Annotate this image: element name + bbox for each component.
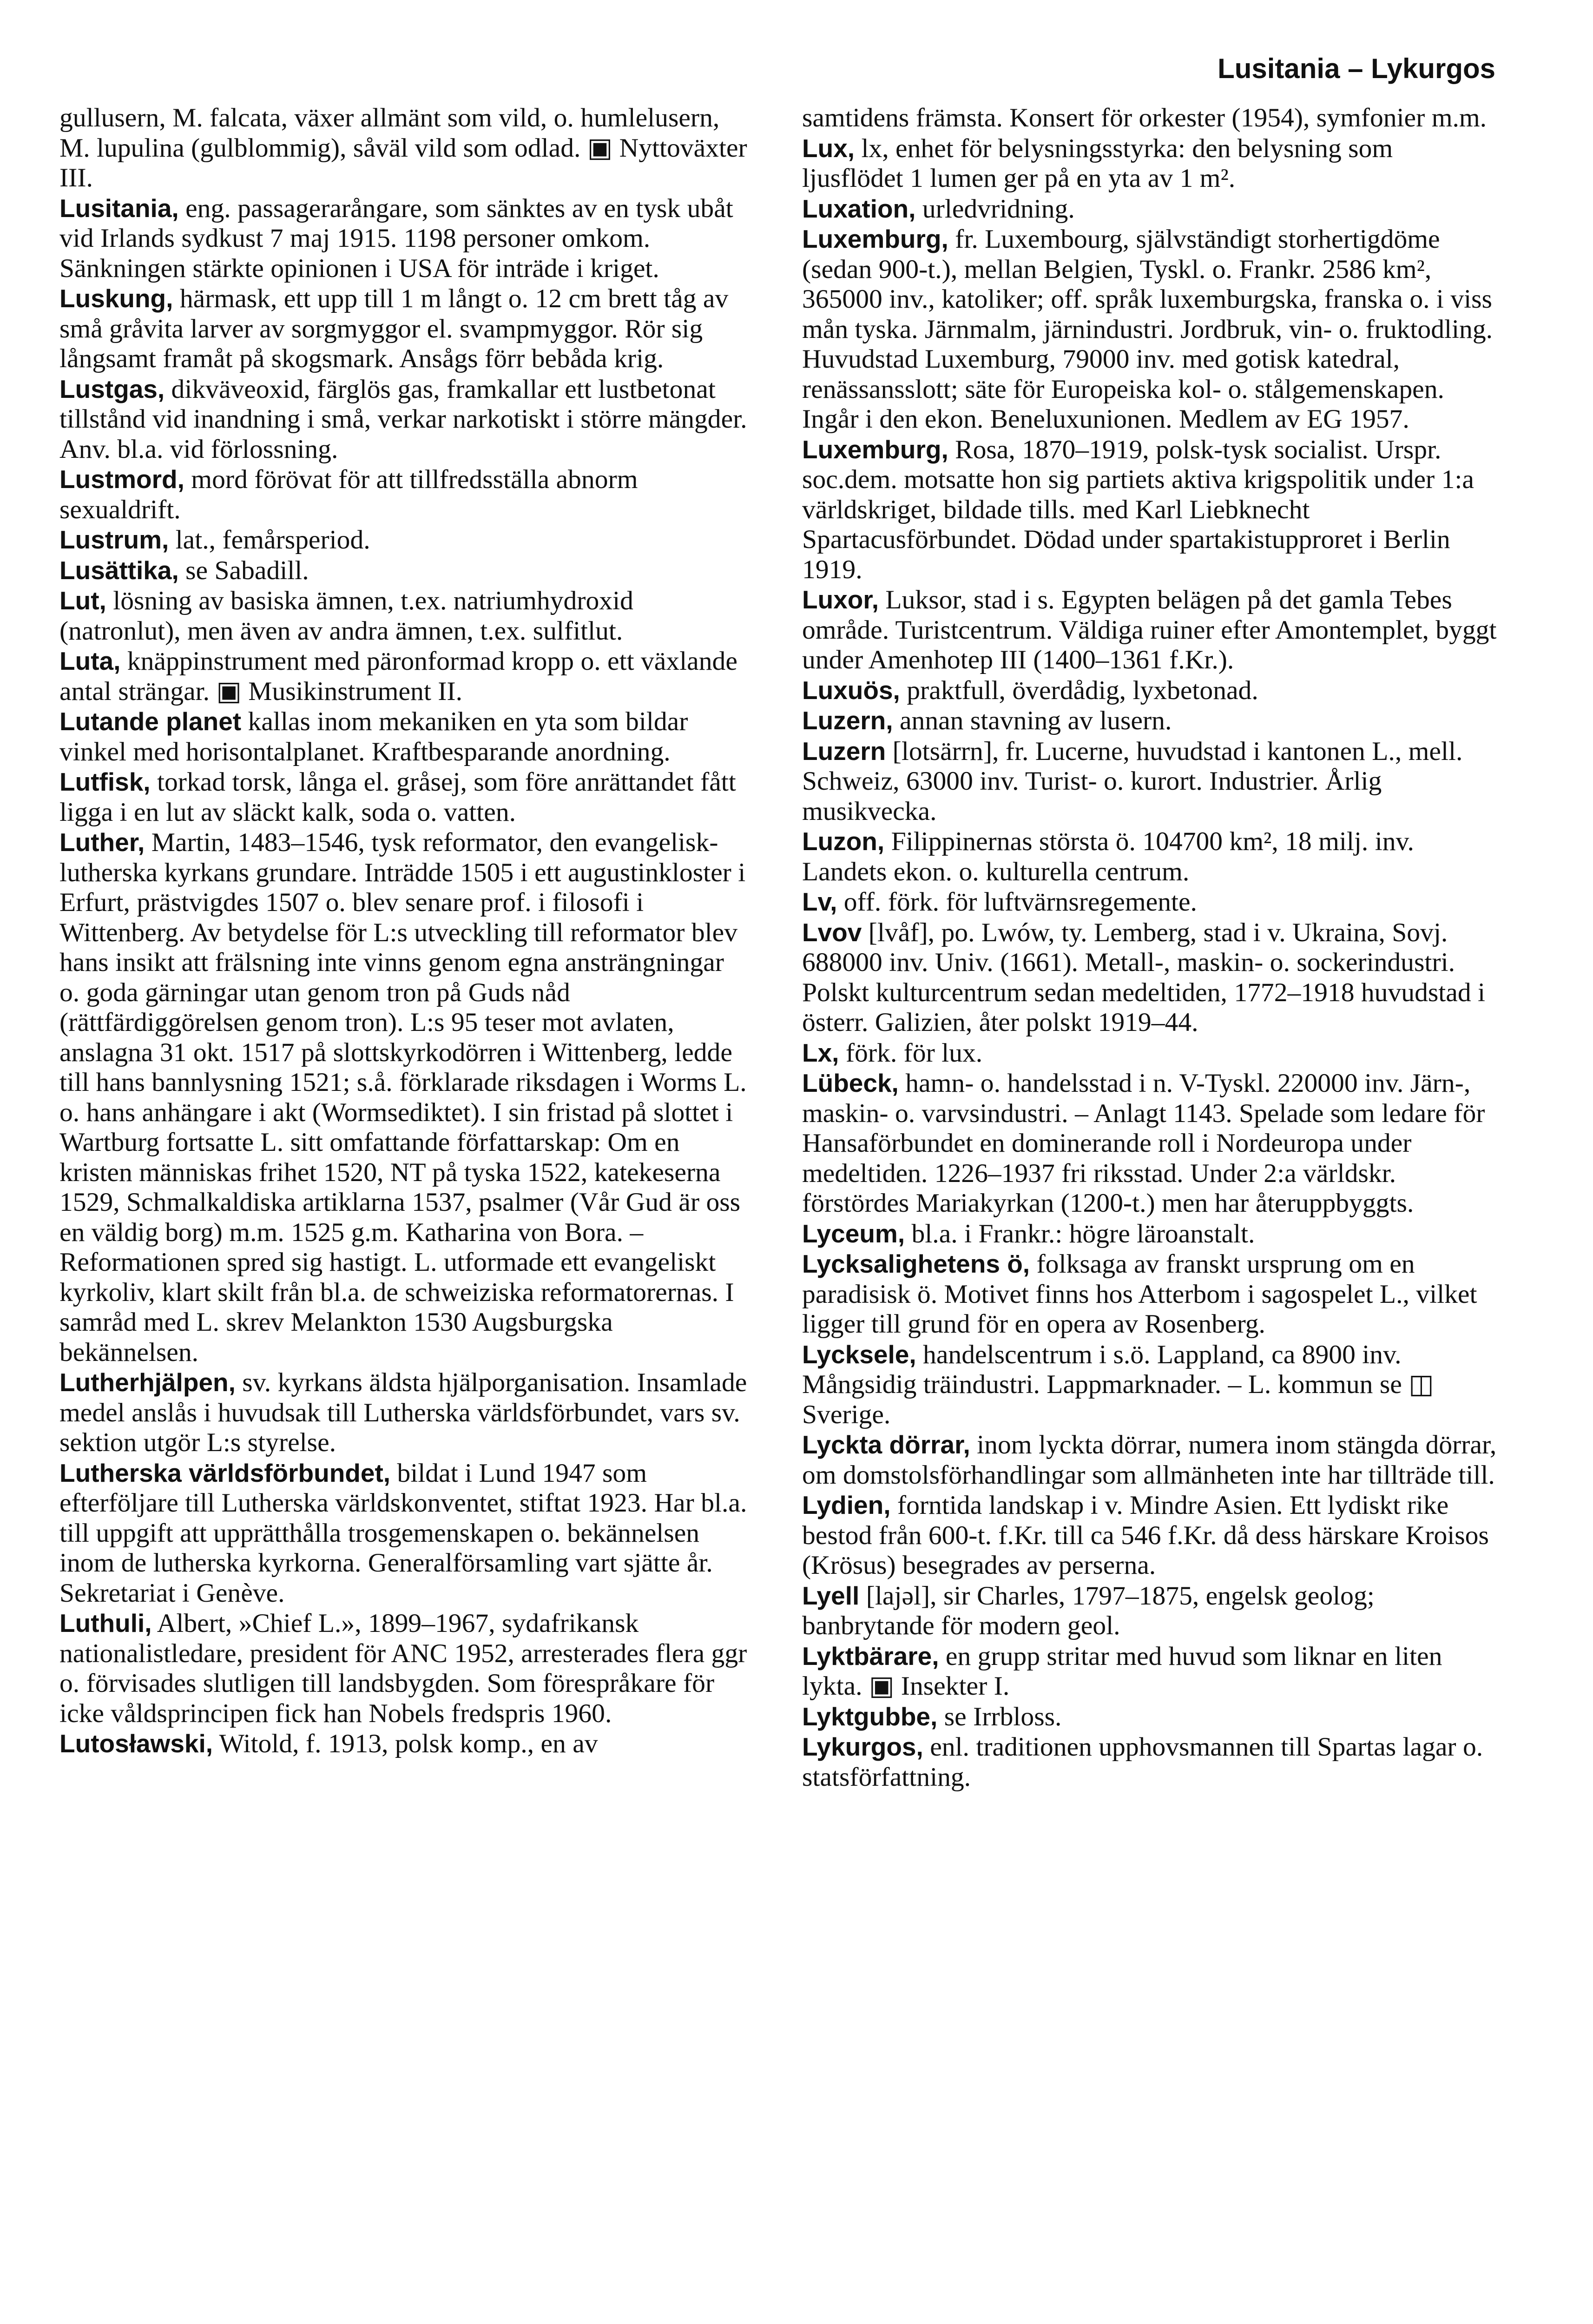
entry-headword: Luxuös, <box>802 675 900 705</box>
entry-text: sv. kyrkans äldsta hjälporganisation. Insamlade medel anslås i huvudsak till Lutherska världsförbundet, vars sv. sektion utgör L:s styrelse. <box>59 1368 747 1457</box>
entry-headword: Lusitania, <box>59 193 179 223</box>
entry-headword: Lutfisk, <box>59 767 151 796</box>
entry-text: annan stavning av lusern. <box>893 706 1172 735</box>
entry-text: se Irrbloss. <box>937 1702 1062 1731</box>
entry-text: se Sabadill. <box>178 555 309 585</box>
dictionary-entry <box>802 224 1499 435</box>
dictionary-entry <box>802 1732 1499 1792</box>
entry-headword: Lut, <box>59 586 106 615</box>
dictionary-entry <box>59 464 747 525</box>
entry-text: bildat i Lund 1947 som efterföljare till Lutherska världskonventet, stiftat 1923. Har bl.a. till uppgift att upprätthålla trosgemenskapen o. bekännelsen inom de lutherska kyrkorna. Generalförsamling vart sjätte år. Sekretariat i Genève. <box>59 1458 747 1608</box>
entry-headword: Luxation, <box>802 194 916 223</box>
dictionary-entry <box>59 103 747 193</box>
dictionary-entry <box>59 1367 747 1458</box>
entry-headword: Lyceum, <box>802 1219 905 1248</box>
entry-headword: Lutherska världsförbundet, <box>59 1458 391 1487</box>
dictionary-entry <box>802 1702 1499 1732</box>
entry-text: inom lyckta dörrar, numera inom stängda dörrar, om domstolsförhandlingar som allmänheten inte har tillträde till. <box>802 1430 1497 1490</box>
entry-headword: Lübeck, <box>802 1069 899 1097</box>
dictionary-entry <box>802 1490 1499 1581</box>
entry-text: mord förövat för att tillfredsställa abnorm sexualdrift. <box>59 465 638 524</box>
entry-headword: Lutosławski, <box>59 1729 213 1758</box>
entry-headword: Lx, <box>802 1038 839 1067</box>
dictionary-entry <box>59 1458 747 1609</box>
entry-headword: Lykurgos, <box>802 1732 923 1761</box>
entry-text: gullusern, M. falcata, växer allmänt som vild, o. humlelusern, M. lupulina (gulblommig), såväl vild som odlad. ▣ Nyttoväxter III. <box>59 103 747 192</box>
entry-headword: Luzern, <box>802 706 893 735</box>
dictionary-entry <box>802 435 1499 585</box>
entry-headword: Luskung, <box>59 284 173 313</box>
dictionary-entry <box>59 193 747 284</box>
entry-headword: Lyktgubbe, <box>802 1702 938 1731</box>
dictionary-entry <box>59 1729 747 1759</box>
entry-text: lösning av basiska ämnen, t.ex. natriumhydroxid (natronlut), men även av andra ämnen, t.ex. sulfitlut. <box>59 586 633 646</box>
entry-headword: Lutherhjälpen, <box>59 1368 236 1397</box>
entry-headword: Lyell <box>802 1581 860 1610</box>
entry-text: kallas inom mekaniken en yta som bildar vinkel med horisontalplanet. Kraftbesparande anordning. <box>59 707 688 766</box>
entry-text: Witold, f. 1913, polsk komp., en av <box>213 1729 598 1758</box>
entry-text: hamn- o. handelsstad i n. V-Tyskl. 220000 inv. Järn-, maskin- o. varvsindustri. – Anlagt 1143. Spelade som ledare för Hansaförbundet en dominerande roll i Nordeuropa under medeltiden. 1226–1937 fri riksstad. Under 2:a världskr. förstördes Mariakyrkan (1200-t.) men har återuppbyggts. <box>802 1069 1485 1218</box>
entry-headword: Lustgas, <box>59 374 165 403</box>
dictionary-entry <box>802 706 1499 736</box>
entry-text: folksaga av franskt ursprung om en paradisisk ö. Motivet finns hos Atterbom i sagospelet L., vilket ligger till grund för en opera av Rosenberg. <box>802 1249 1477 1339</box>
right-column <box>802 103 1499 1792</box>
entry-text: [lotsärrn], fr. Lucerne, huvudstad i kantonen L., mell. Schweiz, 63000 inv. Turist- o. kurort. Industrier. Årlig musikvecka. <box>802 736 1463 826</box>
entry-text: enl. traditionen upphovsmannen till Spartas lagar o. statsförfattning. <box>802 1732 1483 1792</box>
entry-headword: Luther, <box>59 828 145 857</box>
dictionary-entry <box>802 103 1499 133</box>
dictionary-entry <box>802 1641 1499 1702</box>
dictionary-entry <box>59 646 747 706</box>
dictionary-entry <box>802 1219 1499 1249</box>
entry-text: Albert, »Chief L.», 1899–1967, sydafrikansk nationalistledare, president för ANC 1952, arresterades flera ggr o. förvisades slutligen till landsbygden. Som förespråkare för icke våldsprincipen fick han Nobels fredspris 1960. <box>59 1609 747 1728</box>
entry-text: härmask, ett upp till 1 m långt o. 12 cm brett tåg av små gråvita larver av sorgmyggor el. svampmyggor. Rör sig långsamt framåt på skogsmark. Ansågs förr bebåda krig. <box>59 284 729 373</box>
dictionary-entry <box>802 675 1499 706</box>
entry-text: bl.a. i Frankr.: högre läroanstalt. <box>905 1219 1255 1248</box>
entry-headword: Lustmord, <box>59 465 184 494</box>
entry-text: fr. Luxembourg, självständigt storhertigdöme (sedan 900-t.), mellan Belgien, Tyskl. o. Frankr. 2586 km², 365000 inv., katoliker; off. språk luxemburgska, franska o. i viss mån tyska. Järnmalm, järnindustri. Jordbruk, vin- o. fruktodling. Huvudstad Luxemburg, 79000 inv. med gotisk katedral, renässansslott; säte för Europeiska kol- o. stålgemenskapen. Ingår i den ekon. Beneluxunionen. Medlem av EG 1957. <box>802 224 1493 434</box>
entry-text: off. förk. för luftvärnsregemente. <box>837 887 1197 917</box>
entry-headword: Lusättika, <box>59 555 179 585</box>
entry-headword: Luxor, <box>802 585 879 614</box>
entry-headword: Lutande planet <box>59 707 242 736</box>
dictionary-entry <box>802 1038 1499 1069</box>
dictionary-entry <box>59 284 747 374</box>
dictionary-entry <box>802 1249 1499 1340</box>
entry-headword: Lycksalighetens ö, <box>802 1249 1030 1278</box>
entry-text: eng. passagerarångare, som sänktes av en tysk ubåt vid Irlands sydkust 7 maj 1915. 1198 personer omkom. Sänkningen stärkte opinionen i USA för inträde i kriget. <box>59 193 733 283</box>
entry-text: knäppinstrument med päronformad kropp o. ett växlande antal strängar. ▣ Musikinstrument II. <box>59 647 737 706</box>
entry-text: Filippinernas största ö. 104700 km², 18 milj. inv. Landets ekon. o. kulturella centrum. <box>802 827 1414 886</box>
entry-headword: Luzon, <box>802 827 885 856</box>
entry-headword: Lustrum, <box>59 525 169 554</box>
entry-headword: Luxemburg, <box>802 224 948 253</box>
dictionary-entry <box>802 887 1499 918</box>
entry-headword: Lv, <box>802 887 837 916</box>
dictionary-entry <box>59 586 747 646</box>
entry-text: lx, enhet för belysningsstyrka: den belysning som ljusflödet 1 lumen ger på en yta av 1 m². <box>802 133 1393 193</box>
dictionary-entry <box>59 706 747 767</box>
dictionary-entry <box>59 525 747 555</box>
dictionary-entry <box>59 767 747 827</box>
entry-headword: Luthuli, <box>59 1609 152 1637</box>
entry-text: Martin, 1483–1546, tysk reformator, den evangelisk-lutherska kyrkans grundare. Inträdde 1505 i ett augustinkloster i Erfurt, prästvigdes 1507 o. blev senare prof. i filosofi i Wittenberg. Av betydelse för L:s utveckling till reformator blev hans insikt att frälsning inte vinns genom egna ansträngningar o. goda gärningar utan genom tron på Guds nåd (rättfärdiggörelsen genom tron). L:s 95 teser mot avlaten, anslagna 31 okt. 1517 på slottskyrkodörren i Wittenberg, ledde till hans bannlysning 1521; s.å. förklarade riksdagen i Worms L. o. hans anhängare i akt (Wormsediktet). I sin fristad på slottet i Wartburg fortsatte L. sitt omfattande författarskap: Om en kristen människas frihet 1520, NT på tyska 1522, katekeserna 1529, Schmalkaldiska artiklarna 1537, psalmer (Vår Gud är oss en väldig borg) m.m. 1525 g.m. Katharina von Bora. – Reformationen spred sig hastigt. L. utformade ett evangeliskt kyrkoliv, klart skilt från bl.a. de schweiziska reformatorernas. I samråd med L. skrev Melankton 1530 Augsburgska bekännelsen. <box>59 828 747 1367</box>
dictionary-entry <box>802 1340 1499 1430</box>
dictionary-entry <box>802 585 1499 675</box>
entry-text: handelscentrum i s.ö. Lappland, ca 8900 inv. Mångsidig träindustri. Lappmarknader. – L. kommun se ◫ Sverige. <box>802 1340 1434 1429</box>
entry-headword: Lydien, <box>802 1491 891 1519</box>
dictionary-entry <box>802 918 1499 1038</box>
entry-text: urledvridning. <box>915 194 1075 224</box>
entry-text: förk. för lux. <box>839 1038 983 1068</box>
entry-text: dikväveoxid, färglös gas, framkallar ett lustbetonat tillstånd vid inandning i små, verkar narkotiskt i större mängder. Anv. bl.a. vid förlossning. <box>59 374 747 464</box>
entry-headword: Lvov <box>802 918 862 947</box>
dictionary-entry <box>59 827 747 1367</box>
entry-headword: Lycksele, <box>802 1340 916 1369</box>
dictionary-entry <box>802 1068 1499 1219</box>
entry-headword: Lux, <box>802 133 855 163</box>
entry-text: lat., femårsperiod. <box>169 525 370 555</box>
entry-headword: Luzern <box>802 736 886 766</box>
dictionary-entry <box>802 1581 1499 1641</box>
dictionary-entry <box>802 133 1499 194</box>
dictionary-entry <box>802 826 1499 887</box>
entry-text: torkad torsk, långa el. gråsej, som före anrättandet fått ligga i en lut av släckt kalk, soda o. vatten. <box>59 767 736 827</box>
entry-text: Rosa, 1870–1919, polsk-tysk socialist. Urspr. soc.dem. motsatte hon sig partiets aktiva krigspolitik under 1:a världskriget, bildade tills. med Karl Liebknecht Spartacusförbundet. Dödad under spartakistupproret i Berlin 1919. <box>802 435 1474 584</box>
entry-text: forntida landskap i v. Mindre Asien. Ett lydiskt rike bestod från 600-t. f.Kr. till ca 546 f.Kr. då dess härskare Kroisos (Krösus) besegrades av perserna. <box>802 1491 1489 1580</box>
entry-headword: Luxemburg, <box>802 435 948 464</box>
dictionary-entry <box>802 736 1499 827</box>
entry-headword: Luta, <box>59 647 121 675</box>
left-column <box>59 103 747 1759</box>
entry-text: [lvåf], po. Lwów, ty. Lemberg, stad i v. Ukraina, Sovj. 688000 inv. Univ. (1661). Metall-, maskin- o. sockerindustri. Polskt kulturcentrum sedan medeltiden, 1772–1918 huvudstad i österr. Galizien, åter polskt 1919–44. <box>802 918 1486 1037</box>
dictionary-entry <box>802 194 1499 224</box>
entry-text: praktfull, överdådig, lyxbetonad. <box>900 675 1258 705</box>
entry-text: [lajəl], sir Charles, 1797–1875, engelsk geolog; banbrytande för modern geol. <box>802 1581 1375 1640</box>
entry-text: Luksor, stad i s. Egypten belägen på det gamla Tebes område. Turistcentrum. Väldiga ruiner efter Amontemplet, byggt under Amenhotep III (1400–1361 f.Kr.). <box>802 585 1497 674</box>
entry-text: en grupp stritar med huvud som liknar en liten lykta. ▣ Insekter I. <box>802 1641 1442 1701</box>
entry-text: samtidens främsta. Konsert för orkester (1954), symfonier m.m. <box>802 103 1487 132</box>
dictionary-entry <box>59 555 747 586</box>
dictionary-entry <box>59 1608 747 1729</box>
running-head: Lusitania – Lykurgos <box>1218 53 1495 84</box>
entry-headword: Lyktbärare, <box>802 1641 939 1670</box>
dictionary-entry <box>802 1430 1499 1490</box>
entry-headword: Lyckta dörrar, <box>802 1430 970 1459</box>
dictionary-entry <box>59 374 747 465</box>
